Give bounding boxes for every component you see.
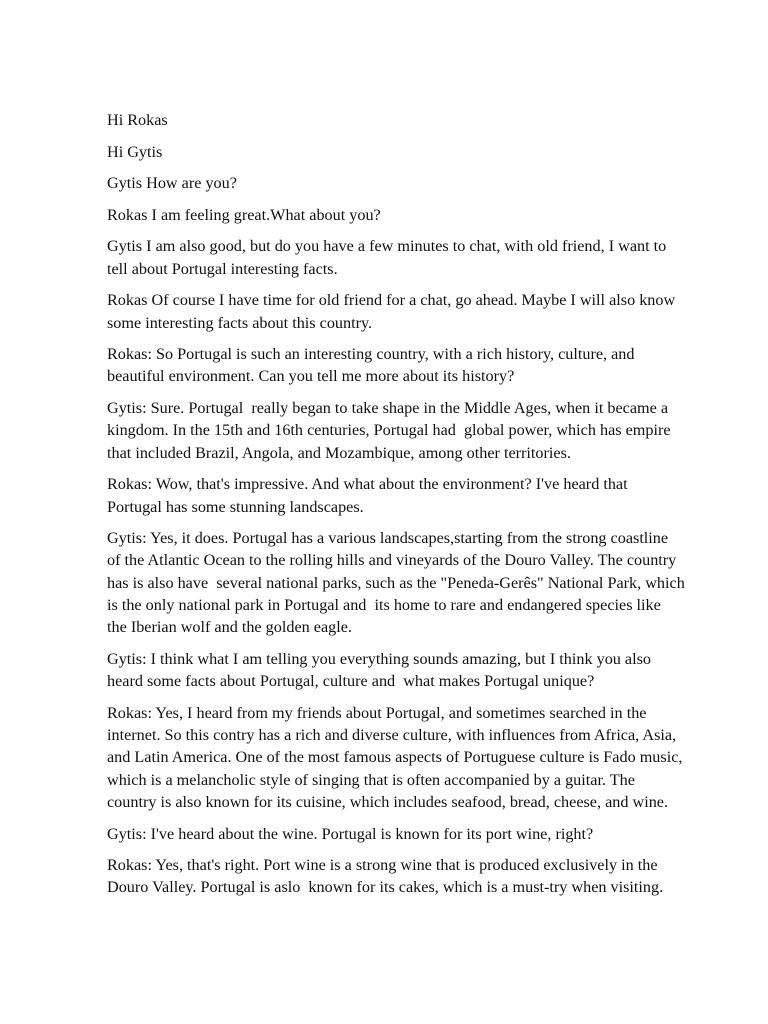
dialogue-line: Rokas I am feeling great.What about you? — [107, 205, 381, 224]
dialogue-line: Hi Rokas — [107, 111, 168, 129]
dialogue-line: Gytis: I think what I am telling you everything sounds amazing, but I think you also heard some facts about Portugal, culture and what makes Portugal unique? — [107, 649, 652, 691]
dialogue-line: Hi Gytis — [107, 142, 163, 161]
dialogue-line: Gytis: Yes, it does. Portugal has a various landscapes,starting from the strong coastline of the Atlantic Ocean to the rolling hills and vineyards of the Douro Valley. The country has is also have several national parks, such as the "Peneda-Gerês" National Park, which is the only national park in Portugal and its home to rare and endangered species like the Iberian wolf and the golden eagle. — [107, 529, 685, 637]
dialogue-line: Gytis: Sure. Portugal really began to take shape in the Middle Ages, when it became a kingdom. In the 15th and 16th centuries, Portugal had global power, which has empire that included Brazil, Angola, and Mozambique, among other territories. — [107, 399, 671, 462]
dialogue-line: Rokas: Wow, that's impressive. And what about the environment? I've heard that Portugal has some stunning landscapes. — [107, 475, 628, 516]
dialogue-line: Rokas: So Portugal is such an interesting country, with a rich history, culture, and beautiful environment. Can you tell me more about its history? — [107, 345, 635, 386]
dialogue-line: Gytis I am also good, but do you have a few minutes to chat, with old friend, I want to tell about Portugal interesting facts. — [107, 237, 667, 278]
dialogue-line: Rokas Of course I have time for old friend for a chat, go ahead. Maybe I will also know some interesting facts about this country. — [107, 291, 676, 332]
dialogue-line: Gytis How are you? — [107, 174, 237, 193]
dialogue-line: Gytis: I've heard about the wine. Portugal is known for its port wine, right? — [107, 824, 594, 843]
dialogue-line: Rokas: Yes, I heard from my friends about Portugal, and sometimes searched in the internet. So this contry has a rich and diverse culture, with influences from Africa, Asia, and Latin America. One of the most famous aspects of Portuguese culture is Fado music, which is a melancholic style of singing that is often accompanied by a guitar. The country is also known for its cuisine, which includes seafood, bread, cheese, and wine. — [107, 703, 683, 811]
dialogue-line: Rokas: Yes, that's right. Port wine is a strong wine that is produced exclusively in the Douro Valley. Portugal is aslo known for its cakes, which is a must-try when visiting. — [107, 856, 664, 897]
